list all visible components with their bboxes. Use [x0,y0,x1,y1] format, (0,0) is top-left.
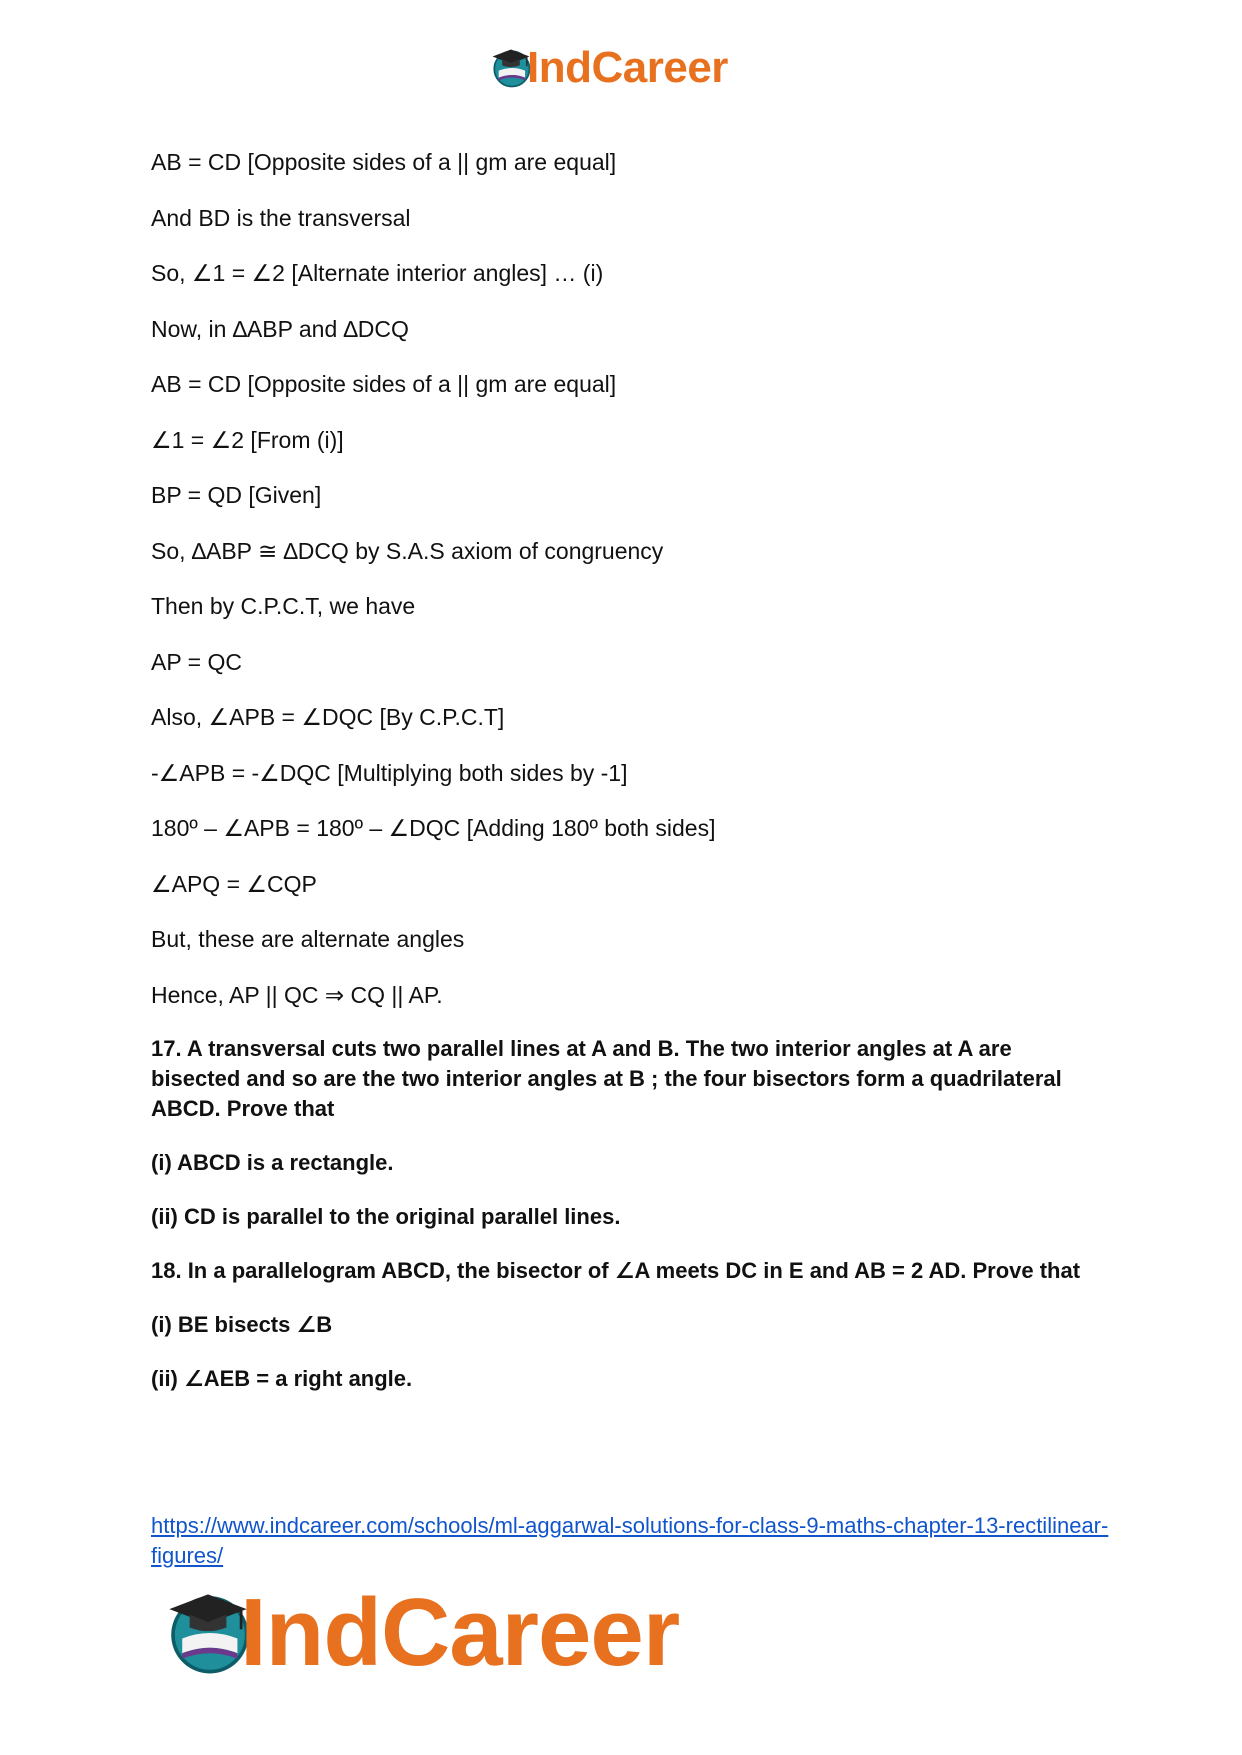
proof-line: So, ∆ABP ≅ ∆DCQ by S.A.S axiom of congruency [151,537,664,564]
proof-line: Hence, AP || QC ⇒ CQ || AP. [151,981,443,1008]
proof-line: Now, in ∆ABP and ∆DCQ [151,315,409,342]
logo-text: IndCareer [527,43,728,92]
logo-text: IndCareer [240,1579,680,1686]
question-18-part-i: (i) BE bisects ∠B [151,1312,333,1337]
question-18: 18. In a parallelogram ABCD, the bisector of ∠A meets DC in E and AB = 2 AD. Prove that [151,1258,1081,1283]
proof-line: But, these are alternate angles [151,926,465,952]
proof-line: Then by C.P.C.T, we have [151,593,416,619]
proof-line: AP = QC [151,648,242,675]
question-17-part-ii: (ii) CD is parallel to the original parallel lines. [151,1204,621,1229]
proof-line: 180º – ∠APB = 180º – ∠DQC [Adding 180º both sides] [151,815,716,841]
question-18-part-ii: (ii) ∠AEB = a right angle. [151,1366,413,1391]
footer-logo [162,1578,679,1688]
proof-line: And BD is the transversal [151,204,411,231]
proof-line: ∠1 = ∠2 [From (i)] [151,426,344,453]
question-17-part-i: (i) ABCD is a rectangle. [151,1150,394,1175]
proof-line: BP = QD [Given] [151,482,322,508]
proof-line: ∠APQ = ∠CQP [151,870,317,897]
question-17: 17. A transversal cuts two parallel lines at A and B. The two interior angles at A are bisected and so are the two interior angles at B ; the four bisectors form a quadrilateral ABCD. Prove that [151,1036,1062,1121]
source-link[interactable]: https://www.indcareer.com/schools/ml-aggarwal-solutions-for-class-9-maths-chapter-13-rectilinear-figures/ [151,1513,1109,1568]
header-logo [489,40,728,96]
proof-line: -∠APB = -∠DQC [Multiplying both sides by -1] [151,759,628,786]
proof-line: AB = CD [Opposite sides of a || gm are equal] [151,371,617,397]
document-body [151,146,1101,1418]
proof-line: So, ∠1 = ∠2 [Alternate interior angles] … (i) [151,260,604,286]
proof-line: AB = CD [Opposite sides of a || gm are equal] [151,149,617,175]
proof-line: Also, ∠APB = ∠DQC [By C.P.C.T] [151,704,505,730]
